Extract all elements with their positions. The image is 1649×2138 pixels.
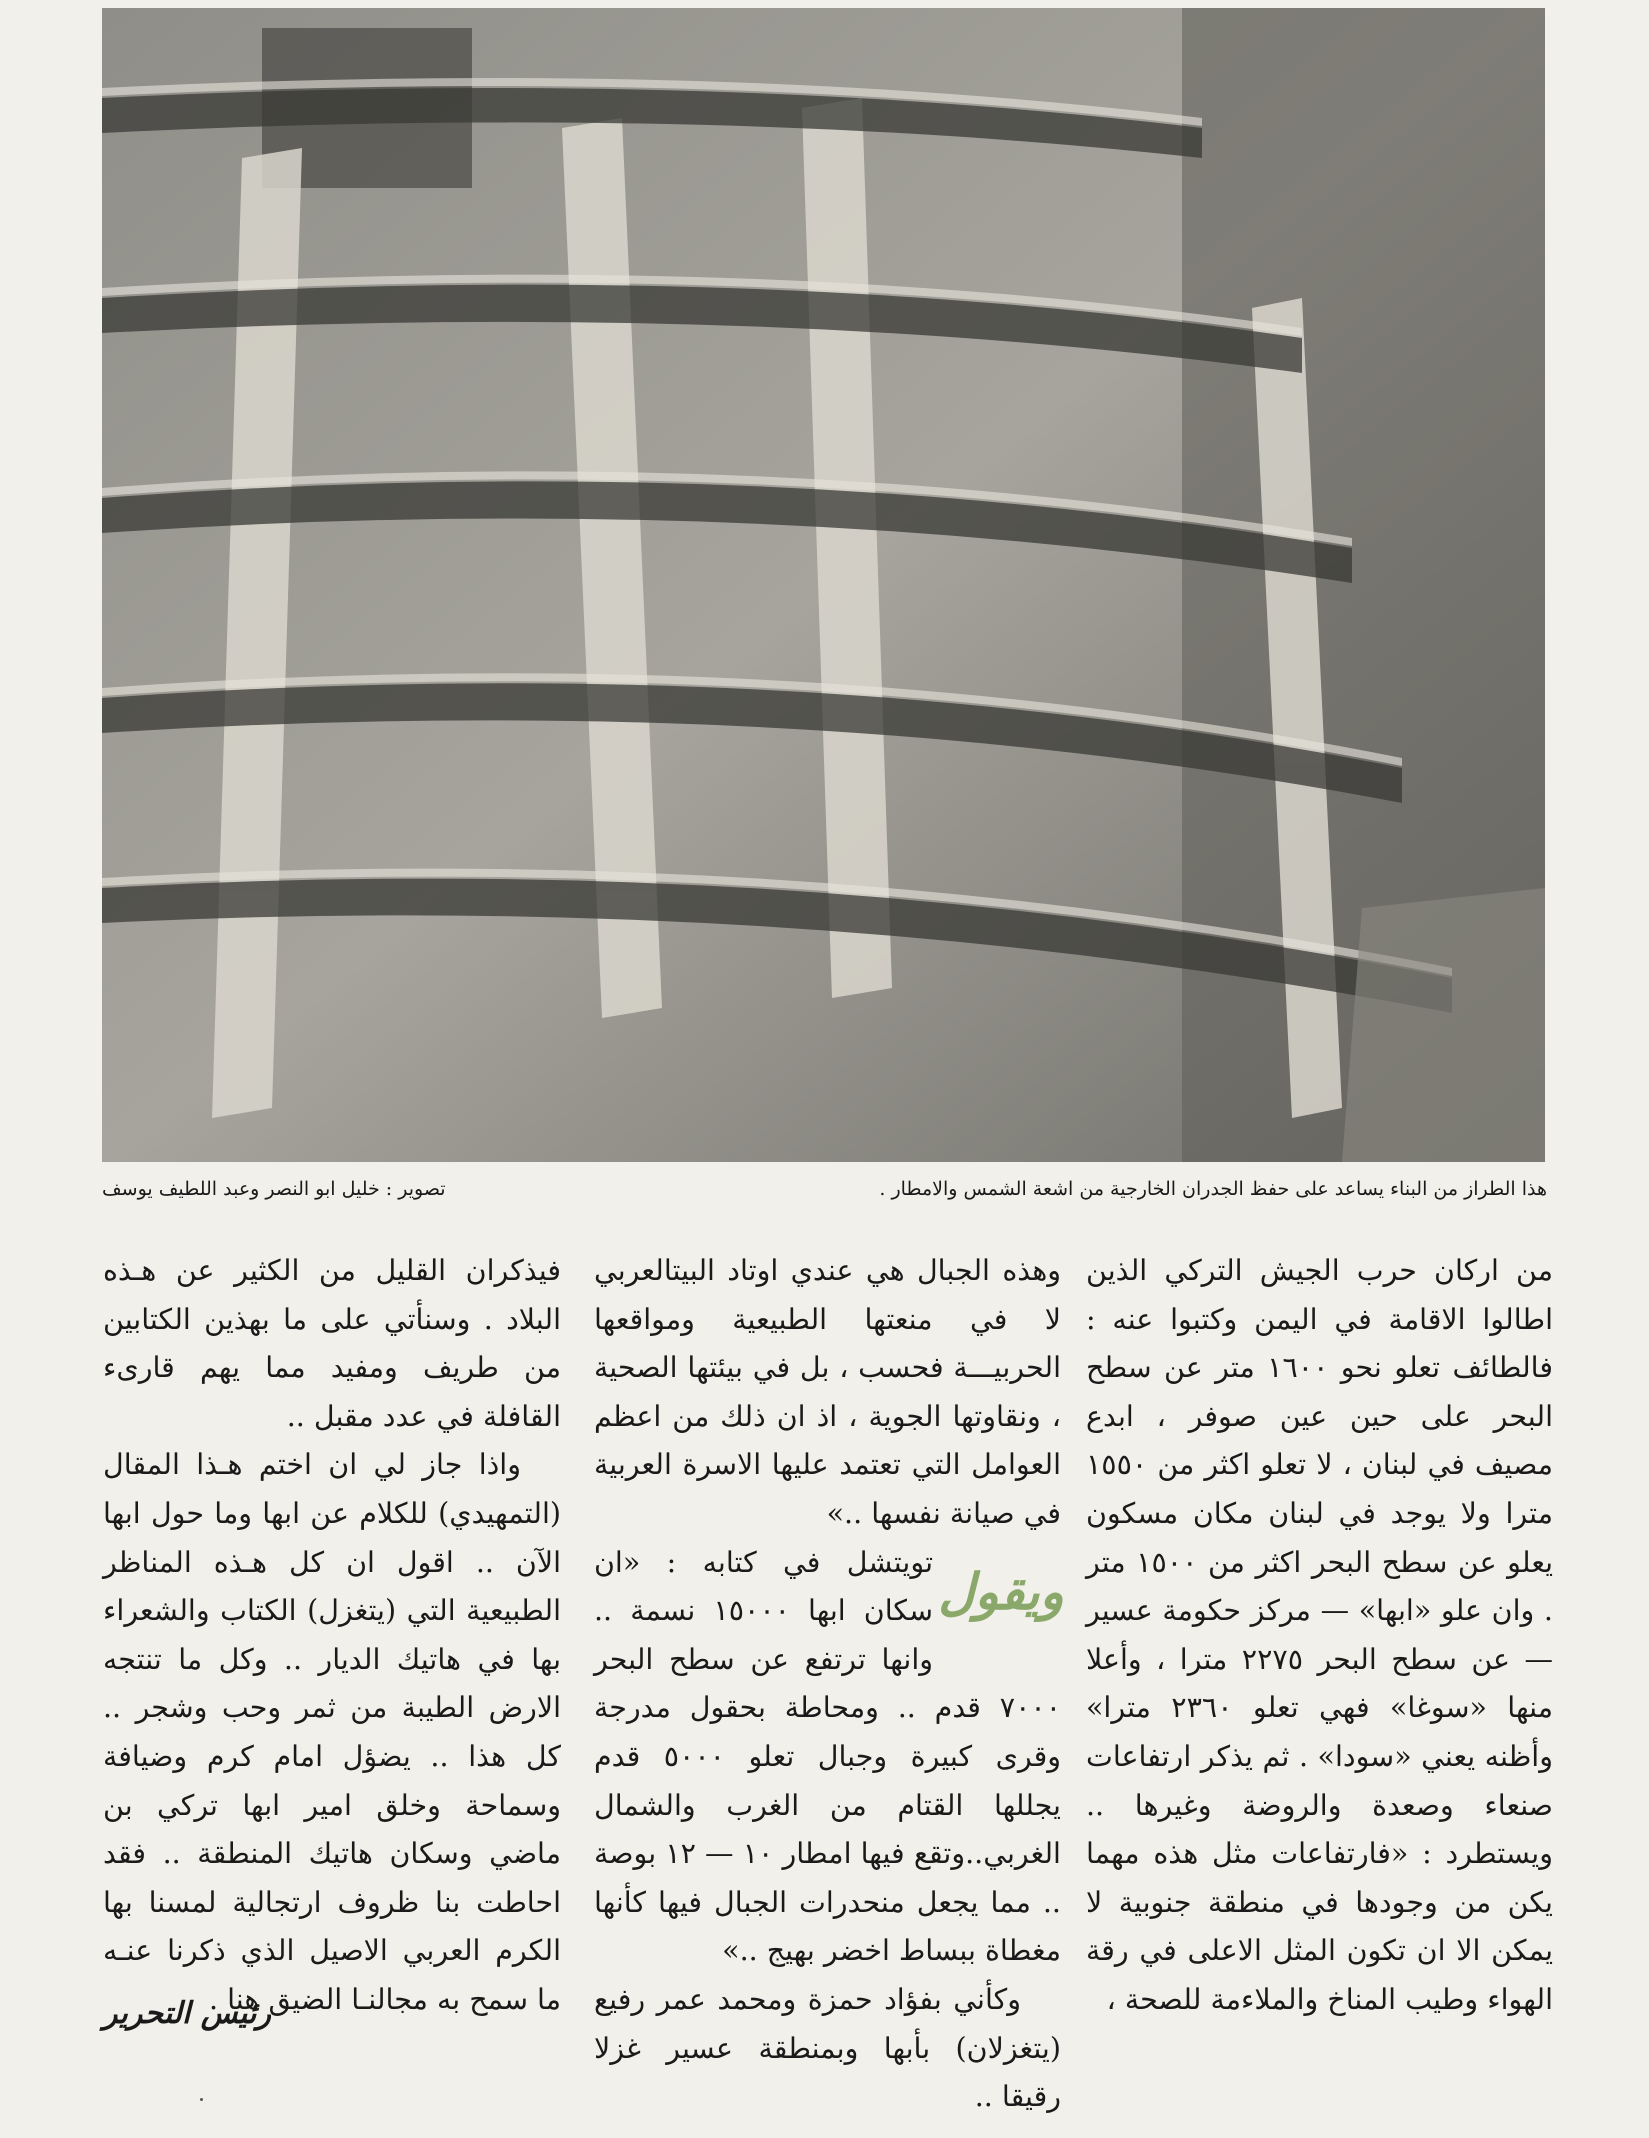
decorative-heading-wrap [938, 1545, 1064, 1641]
paragraph: فيذكران القليل من الكثير عن هـذه البلاد . وسنأتي على ما بهذين الكتابين من طريف ومفيد مما يهم قارىء القافلة في عدد مقبل .. [103, 1254, 561, 1433]
photo-caption: هذا الطراز من البناء يساعد على حفظ الجدران الخارجية من اشعة الشمس والامطار . [879, 1178, 1547, 1200]
signature: رئيس التحرير [103, 1996, 271, 2031]
text-column-right [1086, 1247, 1553, 2025]
text-column-middle [594, 1247, 1064, 2122]
building-wall-illustration [102, 8, 1545, 1162]
paragraph: تويتشل في كتابه : «ان سكان ابها ١٥٠٠٠ نسمة .. وانها ترتفع عن سطح البحر ٧٠٠٠ قدم .. ومحاطة بحقول مدرجة وقرى كبيرة وجبال تعلو ٥٠٠٠ قدم يجللها القتام من الغرب والشمال الغربي..وتقع فيها امطار ١٠ — ١٢ بوصة .. مما يجعل منحدرات الجبال فيها كأنها مغطاة ببساط اخضر بهيج ..» [594, 1545, 1061, 1968]
paragraph: وكأني بفؤاد حمزة ومحمد عمر رفيع (يتغزلان) بأبها وبمنطقة عسير غزلا رقيقا .. [594, 1982, 1061, 2114]
paragraph: وهذه الجبال هي عندي اوتاد البيتالعربي لا في منعتها الطبيعية ومواقعها الحربيـــة فحسب ، بل في بيئتها الصحية ، ونقاوتها الجوية ، اذ ان ذلك من اعظم العوامل التي تعتمد عليها الاسرة العربية في صيانة نفسها ..» [594, 1254, 1061, 1530]
decorative-heading: ويقول [938, 1562, 1064, 1622]
page-speck [200, 2098, 203, 2101]
building-photo [102, 8, 1545, 1162]
text-column-left [103, 1247, 561, 2025]
paragraph: واذا جاز لي ان اختم هـذا المقال (التمهيدي) للكلام عن ابها وما حول ابها الآن .. اقول ان كل هـذه المناظر الطبيعية التي (يتغزل) الكتاب والشعراء بها في هاتيك الديار .. وكل ما تنتجه الارض الطيبة من ثمر وحب وشجر .. كل هذا .. يضؤل امام كرم وضيافة وسماحة وخلق امير ابها تركي بن ماضي وسكان هاتيك المنطقة .. فقد احاطت بنا ظروف ارتجالية لمسنا بها الكرم العربي الاصيل الذي ذكرنا عنـه ما سمح به مجالنـا الضيق هنا . [103, 1448, 561, 2016]
photo-credit: تصوير : خليل ابو النصر وعبد اللطيف يوسف [102, 1178, 446, 1200]
paragraph: من اركان حرب الجيش التركي الذين اطالوا الاقامة في اليمن وكتبوا عنه : فالطائف تعلو نحو ١٦٠٠ متر عن سطح البحر على حين عين صوفر ، ابدع مصيف في لبنان ، لا تعلو اكثر من ١٥٥٠ مترا ولا يوجد في لبنان مكان مسكون يعلو عن سطح البحر اكثر من ١٥٠٠ متر . وان علو «ابها» — مركز حكومة عسير — عن سطح البحر ٢٢٧٥ مترا ، وأعلا منها «سوغا» فهي تعلو ٢٣٦٠ مترا» وأظنه يعني «سودا» . ثم يذكر ارتفاعات صنعاء وصعدة والروضة وغيرها .. ويستطرد : «فارتفاعات مثل هذه مهما يكن من وجودها في منطقة جنوبية لا يمكن الا ان تكون المثل الاعلى في رقة الهواء وطيب المناخ والملاءمة للصحة ، [1086, 1254, 1553, 2016]
